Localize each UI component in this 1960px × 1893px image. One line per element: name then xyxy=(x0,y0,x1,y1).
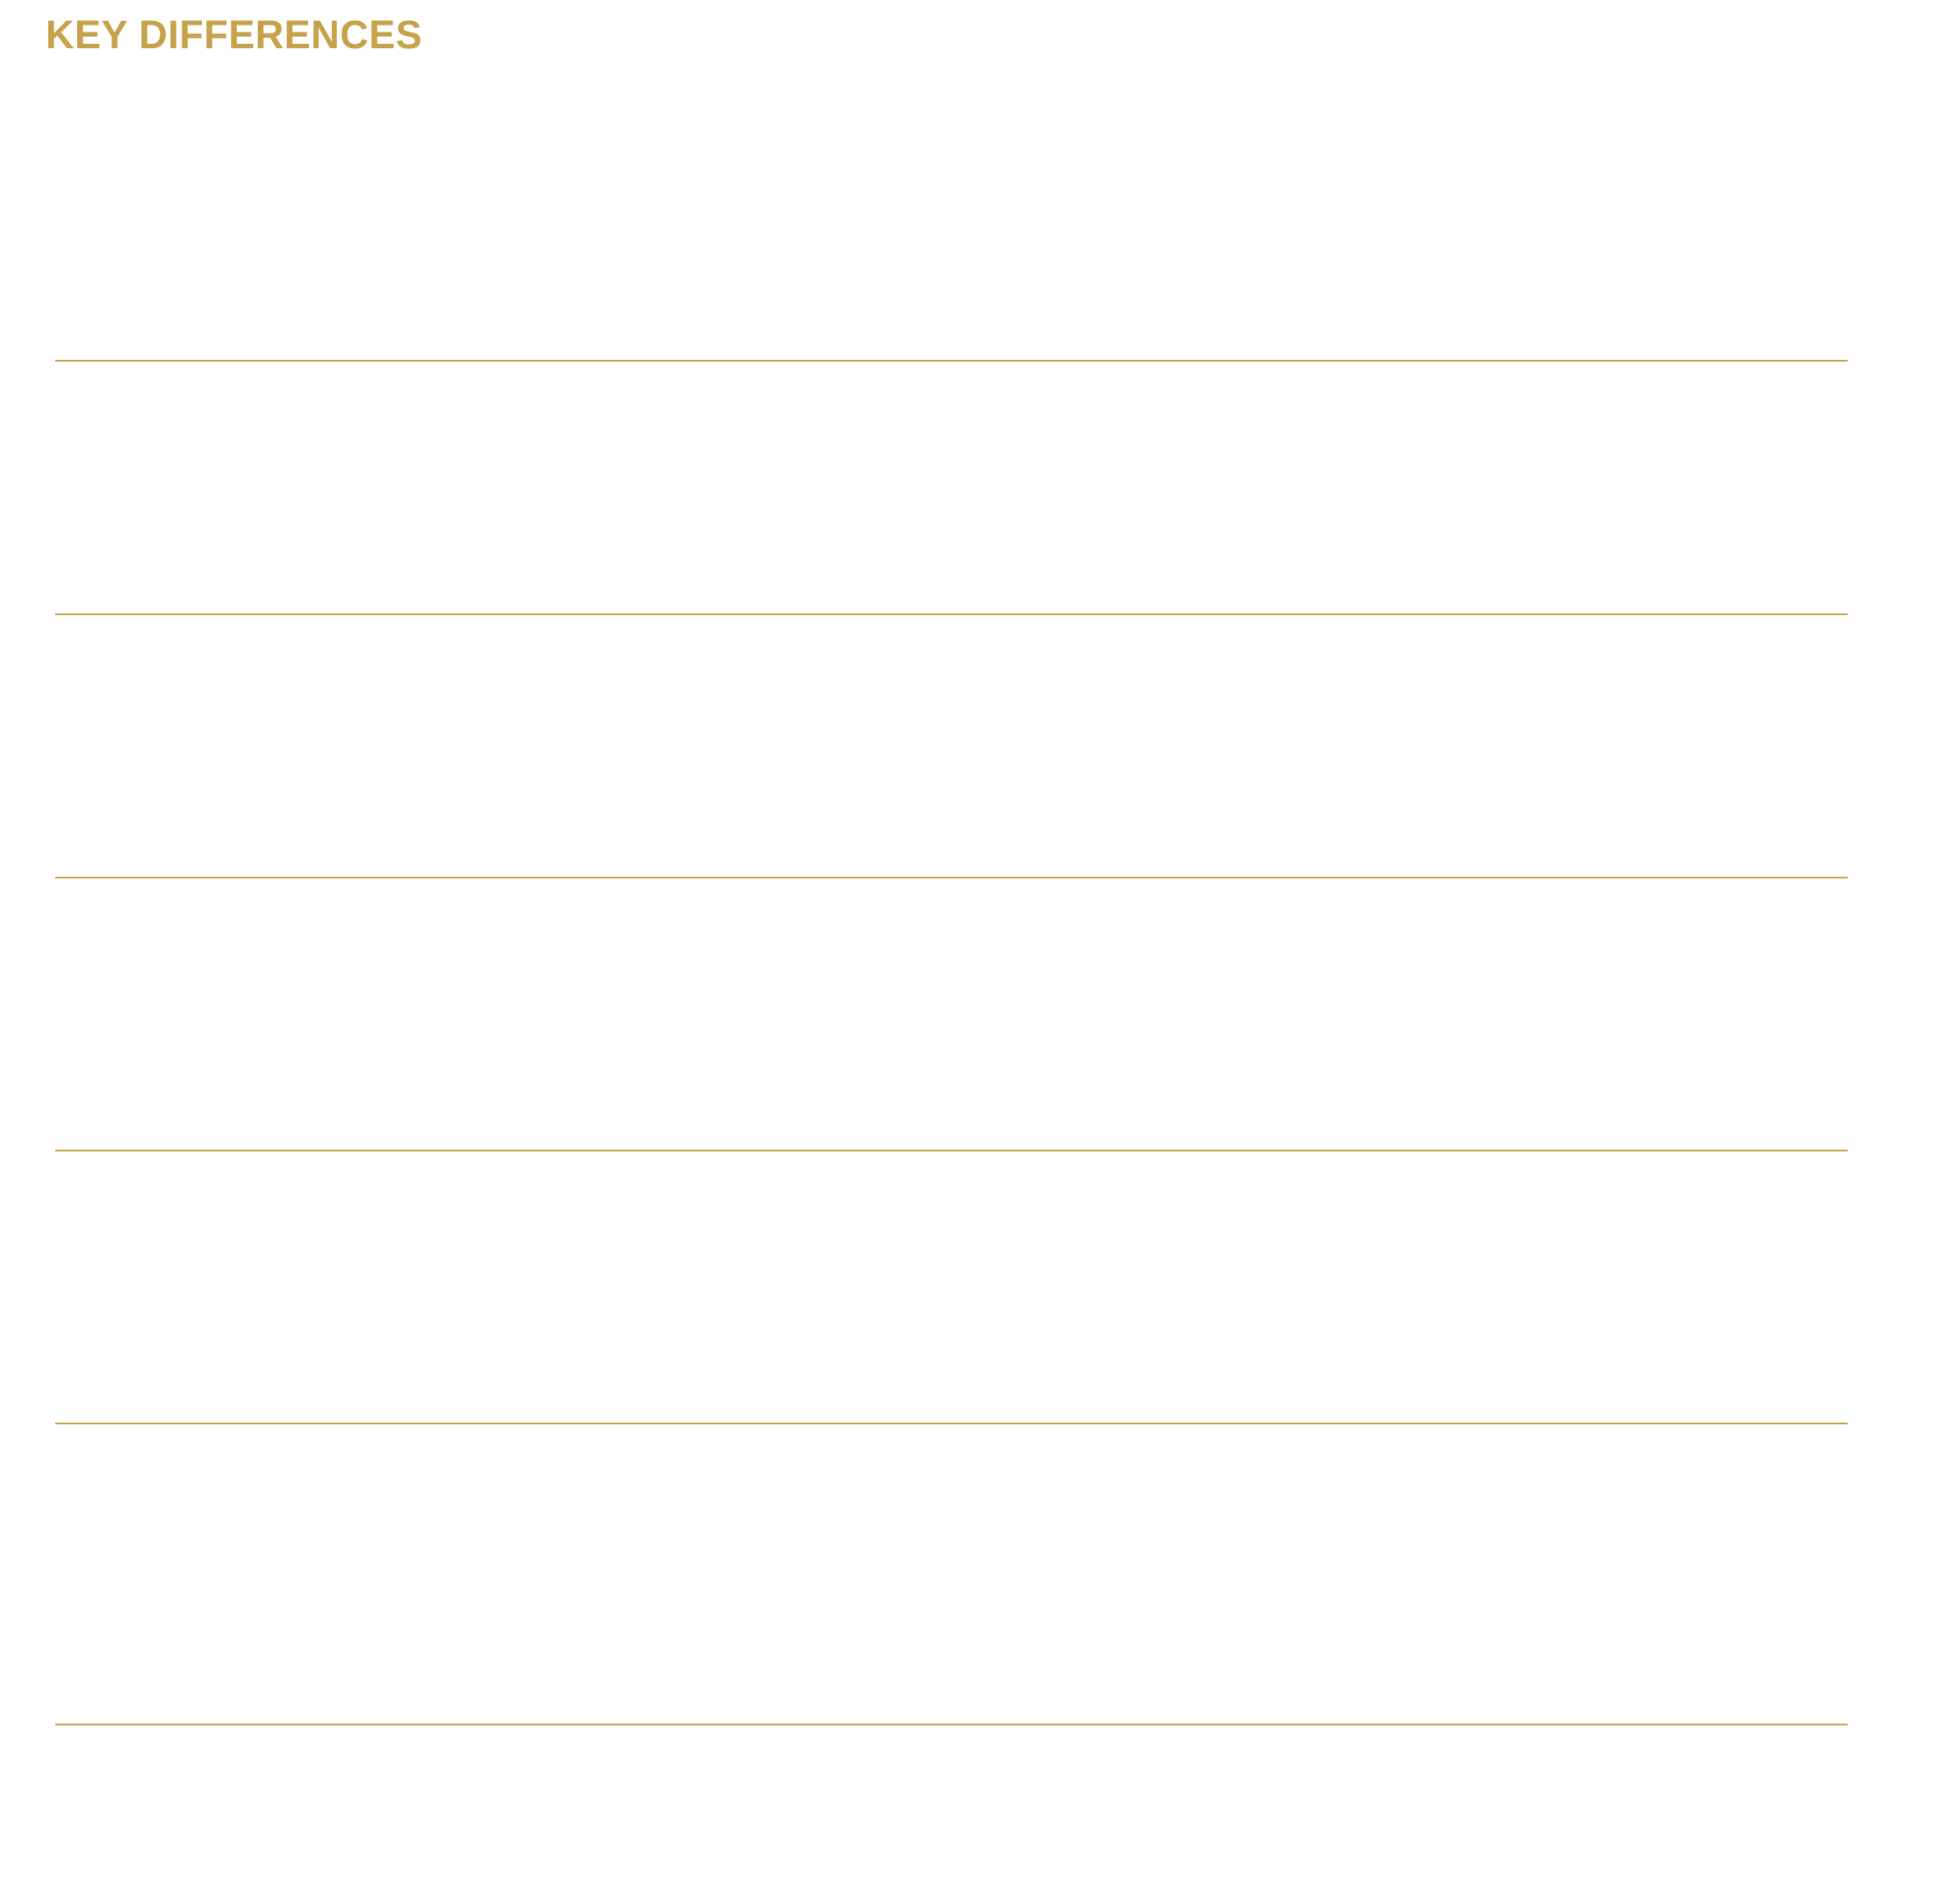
page-title: KEY DIFFERENCES xyxy=(46,12,423,57)
row-divider xyxy=(55,877,1848,878)
differences-list xyxy=(55,0,1848,1893)
row-divider xyxy=(55,1423,1848,1424)
row-divider xyxy=(55,1724,1848,1725)
row-divider xyxy=(55,1150,1848,1151)
row-divider xyxy=(55,613,1848,615)
row-divider xyxy=(55,360,1848,362)
